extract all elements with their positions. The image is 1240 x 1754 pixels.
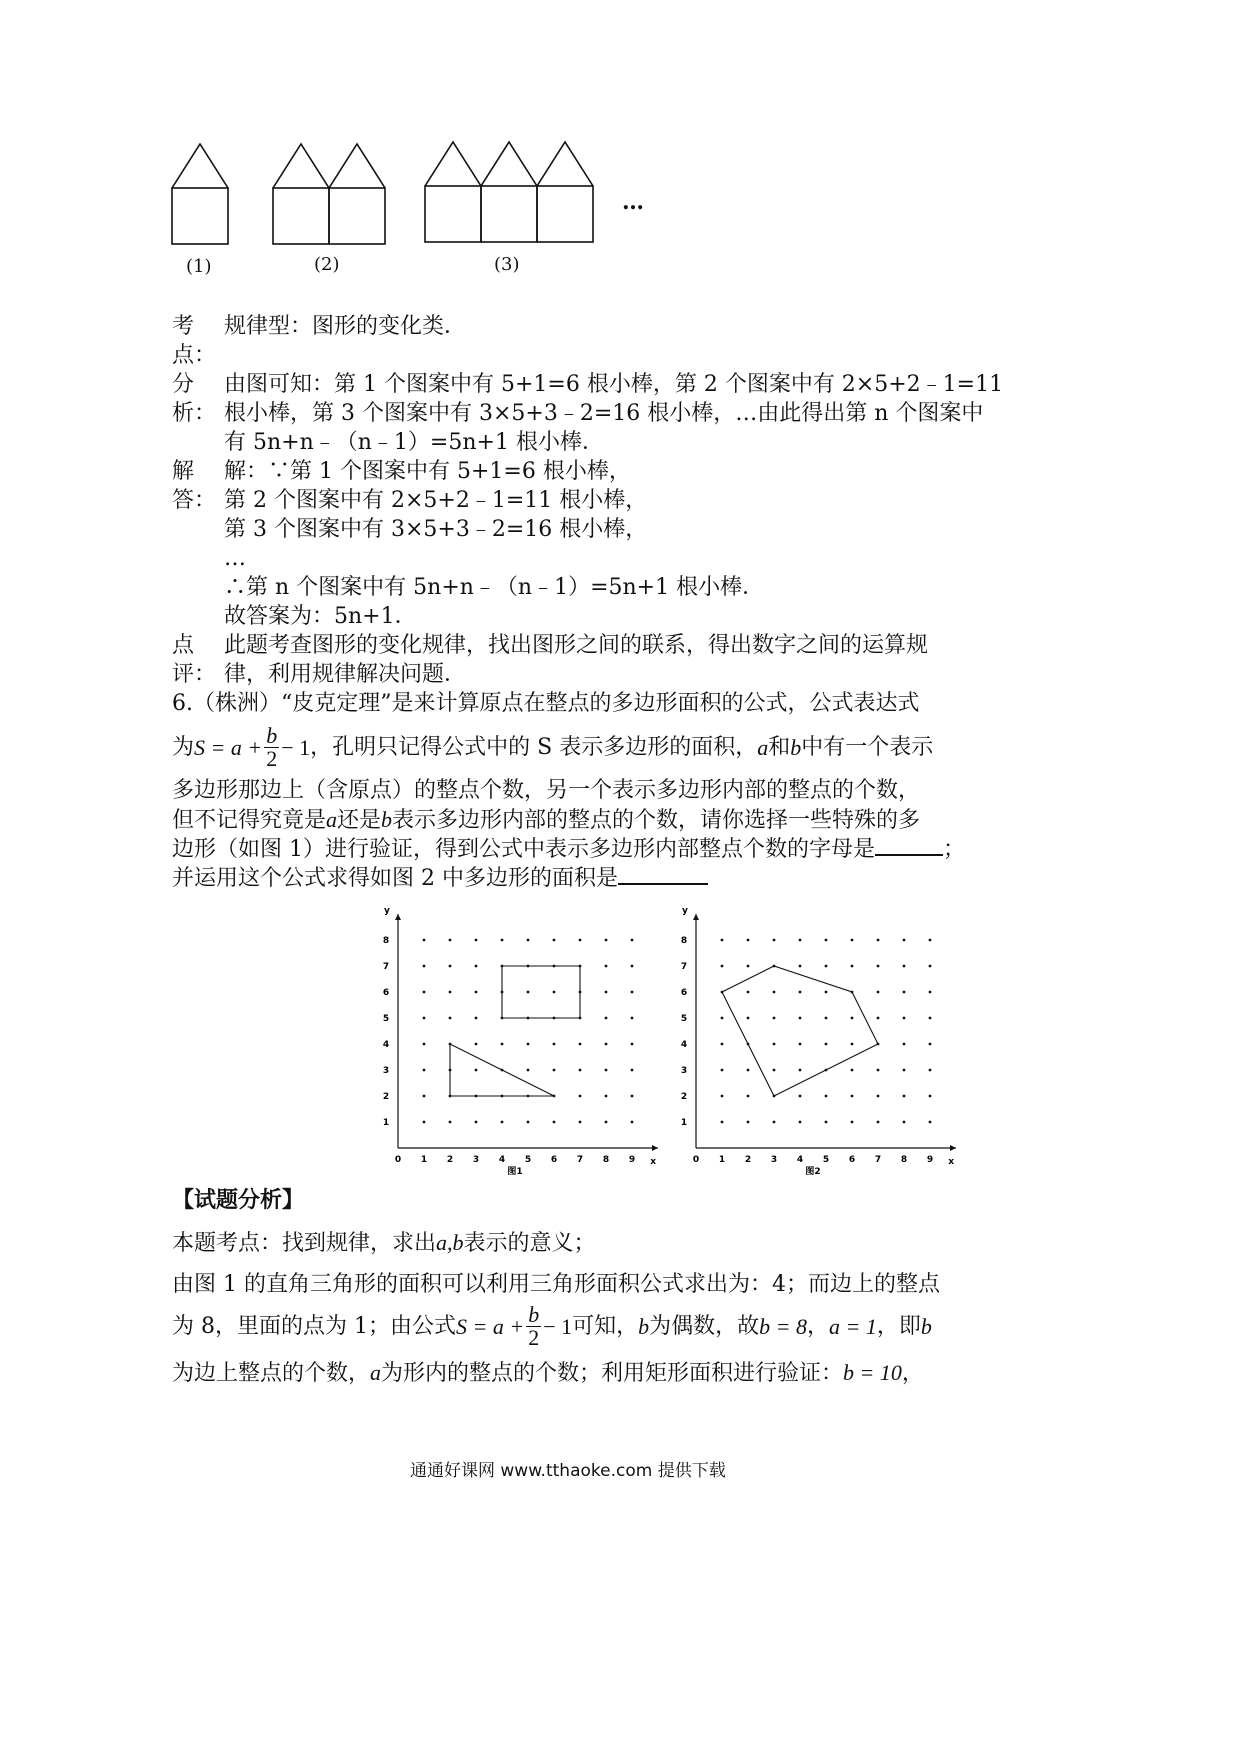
analysis-line3-pre: 为 8，里面的点为 1；由公式 bbox=[172, 1313, 456, 1339]
fig1-lattice-point bbox=[631, 1121, 634, 1124]
fig2-lattice-point bbox=[851, 965, 854, 968]
fig1-y-tick-label: 8 bbox=[382, 936, 390, 946]
problem6-line-4 bbox=[172, 805, 920, 835]
fig1-y-tick-label: 1 bbox=[382, 1118, 390, 1128]
fig1-lattice-point bbox=[423, 1095, 426, 1098]
fig1-y-tick-label: 7 bbox=[382, 962, 390, 972]
fig2-lattice-point bbox=[877, 1017, 880, 1020]
fig2-lattice-point bbox=[903, 1043, 906, 1046]
fig2-y-tick-label: 5 bbox=[680, 1014, 688, 1024]
analysis-line-3 bbox=[172, 1301, 932, 1350]
jieda-line-4: … bbox=[224, 546, 246, 571]
fenxi-label-2: 析： bbox=[172, 401, 217, 426]
analysis-line1-pre: 本题考点：找到规律，求出 bbox=[172, 1231, 437, 1256]
problem6-line-2 bbox=[172, 722, 934, 771]
figure-ellipsis: … bbox=[622, 189, 644, 215]
kaodian-text: 规律型：图形的变化类． bbox=[224, 314, 467, 339]
fig1-lattice-point bbox=[475, 991, 478, 994]
fig1-y-tick-label: 3 bbox=[382, 1066, 390, 1076]
fig1-lattice-point bbox=[631, 1017, 634, 1020]
fig2-lattice-point bbox=[851, 1017, 854, 1020]
analysis-line4-eq: b = 10 bbox=[843, 1360, 902, 1385]
jieda-line-3: 第 3 个图案中有 3×5+3﹣2=16 根小棒， bbox=[224, 517, 648, 542]
figure-label-2: (2) bbox=[314, 254, 340, 275]
fig1-x-axis-label: x bbox=[650, 1157, 657, 1167]
fig1-lattice-point bbox=[605, 939, 608, 942]
fig2-lattice-point bbox=[747, 991, 750, 994]
fenxi-line-3: 有 5n+n﹣（n﹣1）=5n+1 根小棒． bbox=[224, 430, 604, 455]
fig1-lattice-point bbox=[631, 1069, 634, 1072]
fig1-lattice-point bbox=[423, 1017, 426, 1020]
fig2-lattice-point bbox=[825, 991, 828, 994]
problem6-line4-mid: 还是 bbox=[337, 808, 382, 833]
analysis-line-2: 由图 1 的直角三角形的面积可以利用三角形面积公式求出为：4；而边上的整点 bbox=[172, 1272, 940, 1297]
fig1-y-tick-label: 6 bbox=[382, 988, 390, 998]
analysis-line3-mid: 为偶数，故 bbox=[649, 1313, 760, 1339]
fig1-lattice-point bbox=[449, 965, 452, 968]
fig1-lattice-point bbox=[579, 1043, 582, 1046]
analysis-line3-post: 可知， bbox=[572, 1313, 639, 1339]
fig2-lattice-point bbox=[721, 1121, 724, 1124]
fig1-lattice-point bbox=[449, 1017, 452, 1020]
fig1-x-tick-label: 0 bbox=[394, 1155, 402, 1165]
fig2-lattice-point bbox=[773, 1017, 776, 1020]
fig2-y-axis-label: y bbox=[682, 905, 688, 916]
fig2-lattice-point bbox=[747, 1121, 750, 1124]
fig1-x-tick-label: 8 bbox=[602, 1155, 610, 1165]
fig1-lattice-point bbox=[475, 1069, 478, 1072]
fig1-x-tick-label: 3 bbox=[472, 1155, 480, 1165]
fig2-y-tick-label: 1 bbox=[680, 1118, 688, 1128]
jieda-label-1: 解 bbox=[172, 459, 195, 484]
problem6-line-3: 多边形那边上（含原点）的整点个数，另一个表示多边形内部的整点的个数， bbox=[172, 778, 921, 803]
fig1-x-tick-label: 4 bbox=[498, 1155, 506, 1165]
fig1-lattice-point bbox=[605, 1095, 608, 1098]
jieda-line-2: 第 2 个图案中有 2×5+2﹣1=11 根小棒， bbox=[224, 488, 648, 513]
dianping-label-1: 点 bbox=[172, 633, 195, 658]
fig2-lattice-point bbox=[799, 939, 802, 942]
fig1-lattice-point bbox=[475, 939, 478, 942]
fig1-lattice-point bbox=[579, 1069, 582, 1072]
analysis-line-1 bbox=[172, 1228, 596, 1258]
fig1-lattice-point bbox=[423, 991, 426, 994]
pick-formula-tail: − 1 bbox=[281, 734, 311, 760]
analysis-line3-b2: b bbox=[920, 1313, 932, 1339]
fig2-lattice-point bbox=[929, 1017, 932, 1020]
fig1-lattice-point bbox=[527, 939, 530, 942]
fig2-lattice-point bbox=[851, 1095, 854, 1098]
var-a-2: a bbox=[326, 807, 338, 832]
fig1-lattice-point bbox=[423, 965, 426, 968]
fig2-lattice-point bbox=[799, 1095, 802, 1098]
fig1-lattice-point bbox=[501, 1121, 504, 1124]
fig2-lattice-point bbox=[747, 965, 750, 968]
fig1-lattice-point bbox=[475, 965, 478, 968]
fig1-lattice-point bbox=[553, 1069, 556, 1072]
fig2-lattice-point bbox=[773, 991, 776, 994]
fig2-lattice-point bbox=[851, 1043, 854, 1046]
fig1-lattice-point bbox=[605, 965, 608, 968]
fig1-x-tick-label: 7 bbox=[576, 1155, 584, 1165]
figure-label-3: (3) bbox=[494, 254, 520, 275]
fig1-lattice-point bbox=[605, 1017, 608, 1020]
fig1-lattice-point bbox=[553, 991, 556, 994]
fig2-x-tick-label: 1 bbox=[718, 1155, 726, 1165]
fig2-lattice-point bbox=[799, 1069, 802, 1072]
fig1-lattice-point bbox=[501, 1043, 504, 1046]
fig2-lattice-point bbox=[721, 1043, 724, 1046]
dianping-line-1: 此题考查图形的变化规律，找出图形之间的联系，得出数字之间的运算规 bbox=[224, 633, 929, 658]
analysis-formula-fraction bbox=[526, 1301, 541, 1350]
analysis-line3-b: b bbox=[638, 1313, 650, 1339]
jieda-line-6: 故答案为：5n+1． bbox=[224, 604, 417, 629]
fig2-x-tick-label: 8 bbox=[900, 1155, 908, 1165]
dianping-label-2: 评： bbox=[172, 662, 217, 687]
fig2-lattice-point bbox=[877, 965, 880, 968]
analysis-line-4 bbox=[172, 1358, 924, 1388]
fig2-lattice-point bbox=[929, 1095, 932, 1098]
problem6-line5-text: 边形（如图 1）进行验证，得到公式中表示多边形内部整点个数的字母是 bbox=[172, 837, 875, 862]
fig2-lattice-point bbox=[721, 1017, 724, 1020]
page-footer: 通通好课网 www.tthaoke.com 提供下载 bbox=[410, 1461, 726, 1481]
fig2-lattice-point bbox=[825, 1043, 828, 1046]
grid-graph-fig1 bbox=[370, 898, 670, 1188]
fig2-lattice-point bbox=[799, 991, 802, 994]
fig1-lattice-point bbox=[579, 1121, 582, 1124]
grid-graph-fig2 bbox=[668, 898, 968, 1188]
jieda-line-5: ∴第 n 个图案中有 5n+n﹣（n﹣1）=5n+1 根小棒． bbox=[224, 575, 765, 600]
fig1-lattice-point bbox=[605, 1121, 608, 1124]
fig2-lattice-point bbox=[929, 1121, 932, 1124]
fig2-lattice-point bbox=[825, 1017, 828, 1020]
jieda-line-1: 解：∵第 1 个图案中有 5+1=6 根小棒， bbox=[224, 459, 631, 484]
fig2-lattice-point bbox=[721, 965, 724, 968]
problem6-line5-end: ； bbox=[943, 837, 966, 862]
var-a: a bbox=[757, 734, 769, 760]
analysis-formula-denominator: 2 bbox=[528, 1324, 540, 1350]
fig1-lattice-point bbox=[631, 965, 634, 968]
fig1-lattice-point bbox=[553, 1121, 556, 1124]
fig2-lattice-point bbox=[929, 965, 932, 968]
fig2-lattice-point bbox=[773, 1121, 776, 1124]
fig2-caption: 图2 bbox=[805, 1167, 821, 1177]
fig2-x-tick-label: 9 bbox=[926, 1155, 934, 1165]
fig1-x-tick-label: 9 bbox=[628, 1155, 636, 1165]
fig2-lattice-point bbox=[773, 1043, 776, 1046]
fig2-lattice-point bbox=[799, 965, 802, 968]
fig2-lattice-point bbox=[903, 1121, 906, 1124]
fig2-y-tick-label: 4 bbox=[680, 1040, 688, 1050]
fig2-y-arrow-icon bbox=[693, 914, 699, 920]
problem6-line2-mid: 和 bbox=[768, 734, 791, 760]
fig2-lattice-point bbox=[799, 1121, 802, 1124]
fig1-x-tick-label: 6 bbox=[550, 1155, 558, 1165]
fig1-lattice-point bbox=[449, 939, 452, 942]
fig2-lattice-point bbox=[929, 1069, 932, 1072]
fig2-lattice-point bbox=[903, 1017, 906, 1020]
fig1-lattice-point bbox=[449, 1121, 452, 1124]
fig2-lattice-point bbox=[877, 1121, 880, 1124]
analysis-line4-post: 为形内的整点的个数；利用矩形面积进行验证： bbox=[381, 1361, 844, 1386]
pick-formula-denominator: 2 bbox=[266, 745, 278, 771]
problem6-line6-text: 并运用这个公式求得如图 2 中多边形的面积是 bbox=[172, 866, 618, 891]
fig1-lattice-point bbox=[553, 1043, 556, 1046]
kaodian-label-1: 考 bbox=[172, 314, 195, 339]
fig1-x-tick-label: 5 bbox=[524, 1155, 532, 1165]
fig1-x-arrow-icon bbox=[652, 1145, 658, 1151]
kaodian-label-2: 点： bbox=[172, 343, 217, 368]
fig2-lattice-point bbox=[929, 939, 932, 942]
fig2-x-tick-label: 7 bbox=[874, 1155, 882, 1165]
fig2-lattice-point bbox=[747, 1095, 750, 1098]
fig1-caption: 图1 bbox=[507, 1167, 523, 1177]
fig2-lattice-point bbox=[721, 1095, 724, 1098]
fig1-lattice-point bbox=[631, 1095, 634, 1098]
var-b: b bbox=[790, 734, 802, 760]
fenxi-line-2: 根小棒，第 3 个图案中有 3×5+3﹣2=16 根小棒，…由此得出第 n 个图案中 bbox=[224, 401, 984, 426]
fig1-y-tick-label: 5 bbox=[382, 1014, 390, 1024]
analysis-line1-post: 表示的意义； bbox=[463, 1231, 596, 1256]
fig1-lattice-point bbox=[631, 939, 634, 942]
analysis-line1-var: a,b bbox=[436, 1230, 464, 1255]
fig1-lattice-point bbox=[631, 991, 634, 994]
problem6-line-5 bbox=[172, 834, 965, 864]
fig2-lattice-point bbox=[877, 991, 880, 994]
fig2-lattice-point bbox=[747, 939, 750, 942]
fig1-lattice-point bbox=[423, 1069, 426, 1072]
fig2-lattice-point bbox=[903, 991, 906, 994]
houses-figure bbox=[160, 140, 680, 290]
fig2-lattice-point bbox=[825, 1095, 828, 1098]
analysis-line3-eq1: b = 8 bbox=[759, 1313, 807, 1339]
fig2-y-tick-label: 6 bbox=[680, 988, 688, 998]
fig2-lattice-point bbox=[877, 939, 880, 942]
fig2-lattice-point bbox=[773, 1069, 776, 1072]
fig2-lattice-point bbox=[851, 939, 854, 942]
fig2-lattice-point bbox=[929, 991, 932, 994]
fig2-lattice-point bbox=[747, 1069, 750, 1072]
fig2-lattice-point bbox=[929, 1043, 932, 1046]
fig2-polygon bbox=[722, 966, 878, 1096]
figure-label-1: (1) bbox=[186, 256, 212, 277]
fig2-lattice-point bbox=[851, 1069, 854, 1072]
fig1-lattice-point bbox=[423, 939, 426, 942]
jieda-label-2: 答： bbox=[172, 488, 217, 513]
fig2-lattice-point bbox=[903, 1069, 906, 1072]
fig1-y-tick-label: 4 bbox=[382, 1040, 390, 1050]
fig1-lattice-point bbox=[475, 1043, 478, 1046]
fig1-lattice-point bbox=[605, 1043, 608, 1046]
fig2-lattice-point bbox=[825, 965, 828, 968]
fig1-y-tick-label: 2 bbox=[382, 1092, 390, 1102]
answer-blank-2[interactable] bbox=[618, 863, 708, 885]
analysis-line4-end: ， bbox=[901, 1361, 924, 1386]
fig2-y-tick-label: 8 bbox=[680, 936, 688, 946]
fig2-x-axis-label: x bbox=[948, 1157, 955, 1167]
fig2-lattice-point bbox=[747, 1017, 750, 1020]
fig2-y-tick-label: 3 bbox=[680, 1066, 688, 1076]
dianping-line-2: 律，利用规律解决问题． bbox=[224, 662, 467, 687]
problem6-line4-pre: 但不记得究竟是 bbox=[172, 808, 327, 833]
fenxi-label-1: 分 bbox=[172, 372, 195, 397]
var-b-2: b bbox=[381, 807, 393, 832]
fig1-lattice-point bbox=[527, 1121, 530, 1124]
fig1-lattice-point bbox=[605, 1069, 608, 1072]
fig1-lattice-point bbox=[449, 991, 452, 994]
fig1-lattice-point bbox=[501, 939, 504, 942]
problem6-line-1: 6.（株洲）“皮克定理”是来计算原点在整点的多边形面积的公式，公式表达式 bbox=[172, 691, 920, 716]
fig1-y-axis-label: y bbox=[384, 905, 390, 916]
problem6-line2-pre: 为 bbox=[172, 734, 195, 760]
fig2-lattice-point bbox=[799, 1017, 802, 1020]
fig2-x-tick-label: 3 bbox=[770, 1155, 778, 1165]
fig2-lattice-point bbox=[721, 939, 724, 942]
fig2-lattice-point bbox=[903, 939, 906, 942]
fig1-polygon bbox=[450, 1044, 554, 1096]
fig1-lattice-point bbox=[475, 1017, 478, 1020]
fig2-lattice-point bbox=[877, 1095, 880, 1098]
pick-formula-numerator: b bbox=[266, 722, 278, 748]
analysis-line3-eq2: a = 1 bbox=[829, 1313, 877, 1339]
answer-blank-1[interactable] bbox=[875, 834, 943, 856]
fig1-lattice-point bbox=[631, 1043, 634, 1046]
fig2-y-tick-label: 2 bbox=[680, 1092, 688, 1102]
fenxi-line-1: 由图可知：第 1 个图案中有 5+1=6 根小棒，第 2 个图案中有 2×5+2﹣1=11 bbox=[224, 372, 1004, 397]
fig2-x-arrow-icon bbox=[950, 1145, 956, 1151]
fig1-lattice-point bbox=[553, 939, 556, 942]
fig1-y-arrow-icon bbox=[395, 914, 401, 920]
fig1-lattice-point bbox=[579, 1095, 582, 1098]
pick-formula-fraction bbox=[264, 722, 279, 771]
fig2-lattice-point bbox=[851, 1121, 854, 1124]
fig2-lattice-point bbox=[825, 939, 828, 942]
fig1-x-tick-label: 2 bbox=[446, 1155, 454, 1165]
problem6-line-6 bbox=[172, 863, 708, 893]
fig2-x-tick-label: 5 bbox=[822, 1155, 830, 1165]
fig2-lattice-point bbox=[903, 1095, 906, 1098]
fig2-lattice-point bbox=[721, 1069, 724, 1072]
analysis-line3-end: ，即 bbox=[876, 1313, 921, 1339]
fig1-lattice-point bbox=[579, 939, 582, 942]
fig2-x-tick-label: 2 bbox=[744, 1155, 752, 1165]
fig2-lattice-point bbox=[799, 1043, 802, 1046]
fig1-lattice-point bbox=[527, 1069, 530, 1072]
fig2-x-tick-label: 0 bbox=[692, 1155, 700, 1165]
problem6-line2-post-a: ，孔明只记得公式中的 S 表示多边形的面积， bbox=[310, 734, 758, 760]
fig2-x-tick-label: 4 bbox=[796, 1155, 804, 1165]
fig1-x-tick-label: 1 bbox=[420, 1155, 428, 1165]
analysis-formula-lhs: S = a + bbox=[455, 1313, 525, 1339]
fig1-lattice-point bbox=[527, 1043, 530, 1046]
analysis-line4-a: a bbox=[370, 1360, 382, 1385]
problem6-line2-post-b: 中有一个表示 bbox=[801, 734, 934, 760]
analysis-formula-numerator: b bbox=[528, 1301, 540, 1327]
fig1-lattice-point bbox=[423, 1043, 426, 1046]
fig2-lattice-point bbox=[903, 965, 906, 968]
fig2-y-tick-label: 7 bbox=[680, 962, 688, 972]
fig1-lattice-point bbox=[475, 1121, 478, 1124]
pick-formula-lhs: S = a + bbox=[194, 734, 263, 760]
analysis-formula-tail: − 1 bbox=[543, 1313, 573, 1339]
fig2-lattice-point bbox=[877, 1069, 880, 1072]
fig1-lattice-point bbox=[423, 1121, 426, 1124]
problem6-line4-post: 表示多边形内部的整点的个数，请你选择一些特殊的多 bbox=[392, 808, 921, 833]
fig1-polygon bbox=[502, 966, 580, 1018]
fig1-lattice-point bbox=[527, 991, 530, 994]
analysis-line4-pre: 为边上整点的个数， bbox=[172, 1361, 371, 1386]
fig2-lattice-point bbox=[773, 939, 776, 942]
fig2-x-tick-label: 6 bbox=[848, 1155, 856, 1165]
fig2-lattice-point bbox=[825, 1121, 828, 1124]
analysis-heading: 【试题分析】 bbox=[172, 1188, 305, 1213]
analysis-line3-comma: ， bbox=[807, 1313, 830, 1339]
fig1-lattice-point bbox=[605, 991, 608, 994]
